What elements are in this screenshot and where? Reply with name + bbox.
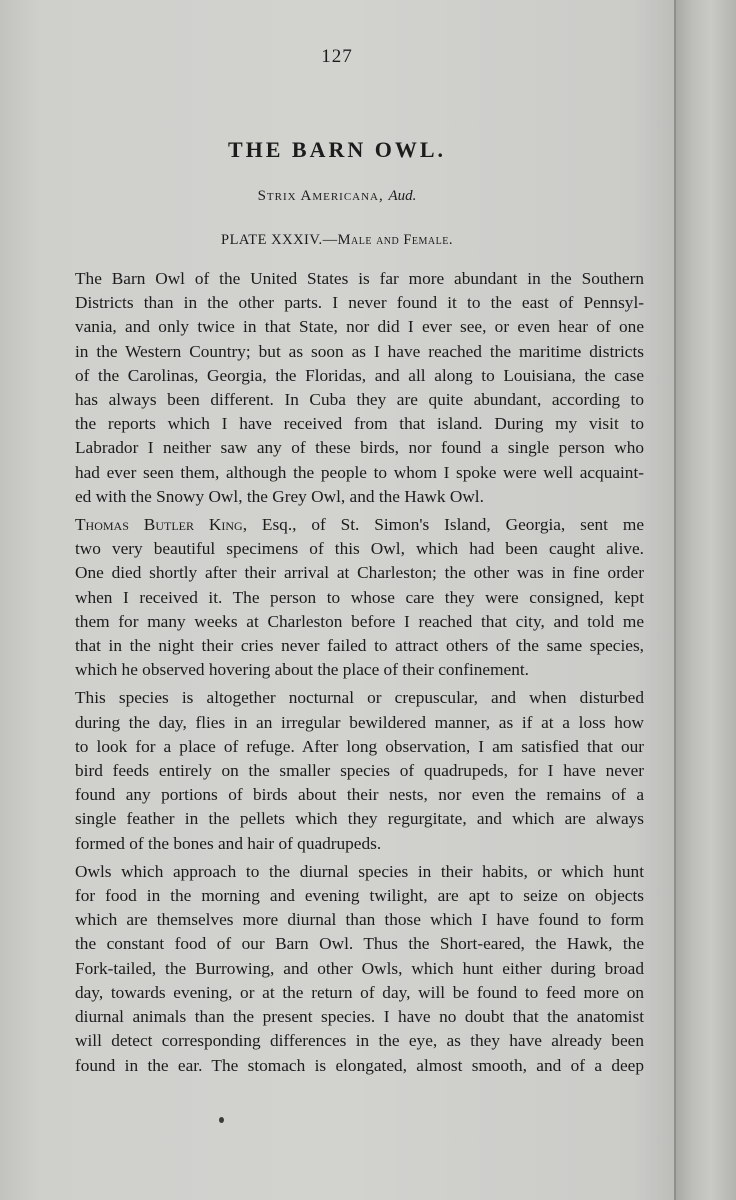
plate-caption: [0, 232, 674, 249]
text-line: single feather in the pellets which they regurgitate, and which are always: [75, 809, 644, 829]
text-line: them for many weeks at Charleston before I reached that city, and told me: [75, 611, 644, 631]
text-line: the reports which I have received from that island. During my visit to: [75, 414, 644, 434]
paragraph-2: [75, 513, 644, 682]
person-name: Thomas Butler King: [75, 515, 243, 535]
text-line: Labrador I neither saw any of these birds, nor found a single person who: [75, 438, 644, 458]
text-line: will detect corresponding differences in the eye, as they have already been: [75, 1031, 644, 1051]
text-line: Thomas Butler King, Esq., of St. Simon's Island, Georgia, sent me: [75, 515, 644, 535]
text-line: Owls which approach to the diurnal species in their habits, or which hunt: [75, 861, 644, 881]
text-line: diurnal animals than the present species. I have no doubt that the anatomist: [75, 1007, 644, 1027]
species-author: Aud.: [388, 188, 417, 204]
text-line: which he observed hovering about the place of their confinement.: [75, 660, 529, 680]
text-line: bird feeds entirely on the smaller species of quadrupeds, for I have never: [75, 761, 644, 781]
text-line: Fork-tailed, the Burrowing, and other Owls, which hunt either during broad: [75, 958, 644, 978]
text-line: has always been different. In Cuba they are quite abundant, according to: [75, 390, 644, 410]
text-line: This species is altogether nocturnal or crepuscular, and when disturbed: [75, 688, 644, 708]
body-text: [75, 267, 644, 1078]
paragraph-1: [75, 267, 644, 509]
text-line: formed of the bones and hair of quadrupeds.: [75, 833, 382, 853]
text-line: had ever seen them, although the people to whom I spoke were well acquaint-: [75, 462, 644, 482]
text-line: when I received it. The person to whose care they were consigned, kept: [75, 587, 644, 607]
text-line: found any portions of birds about their nests, nor even the remains of a: [75, 785, 644, 805]
text-line: which are themselves more diurnal than those which I have found to form: [75, 910, 644, 930]
paragraph-4: [75, 860, 644, 1078]
text-line: during the day, flies in an irregular bewildered manner, as if at a loss how: [75, 712, 644, 732]
text-line: the constant food of our Barn Owl. Thus the Short-eared, the Hawk, the: [75, 934, 644, 954]
text-line: One died shortly after their arrival at Charleston; the other was in fine order: [75, 563, 644, 583]
species-name: Strix Americana,: [257, 188, 384, 204]
text-line: that in the night their cries never failed to attract others of the same species,: [75, 636, 644, 656]
paragraph-3: [75, 686, 644, 855]
scanner-gutter: [674, 0, 736, 1200]
page-title: THE BARN OWL.: [227, 137, 447, 162]
text-line: The Barn Owl of the United States is far more abundant in the Southern: [75, 269, 644, 288]
text-line: found in the ear. The stomach is elongated, almost smooth, and of a deep: [75, 1055, 644, 1075]
ink-spot: [219, 1117, 224, 1123]
text-line: in the Western Country; but as soon as I have reached the maritime districts: [75, 341, 644, 361]
text-line: Districts than in the other parts. I never found it to the east of Pennsyl-: [75, 293, 644, 313]
page-edge: [674, 0, 676, 1200]
plate-number: PLATE XXXIV.—: [221, 232, 338, 248]
plate-subject: Male and Female.: [337, 232, 453, 248]
text-line: to look for a place of refuge. After long observation, I am satisfied that our: [75, 736, 644, 756]
latin-name: [0, 188, 674, 205]
text-line: day, towards evening, or at the return of day, will be found to feed more on: [75, 982, 644, 1002]
text-line: of the Carolinas, Georgia, the Floridas, and all along to Louisiana, the case: [75, 365, 644, 385]
text-line: two very beautiful specimens of this Owl, which had been caught alive.: [75, 539, 644, 559]
page-number: 127: [321, 46, 353, 67]
text-line: for food in the morning and evening twilight, are apt to seize on objects: [75, 886, 644, 906]
text-line: ed with the Snowy Owl, the Grey Owl, and the Hawk Owl.: [75, 486, 484, 506]
text-line: vania, and only twice in that State, nor did I ever see, or even hear of one: [75, 317, 644, 337]
